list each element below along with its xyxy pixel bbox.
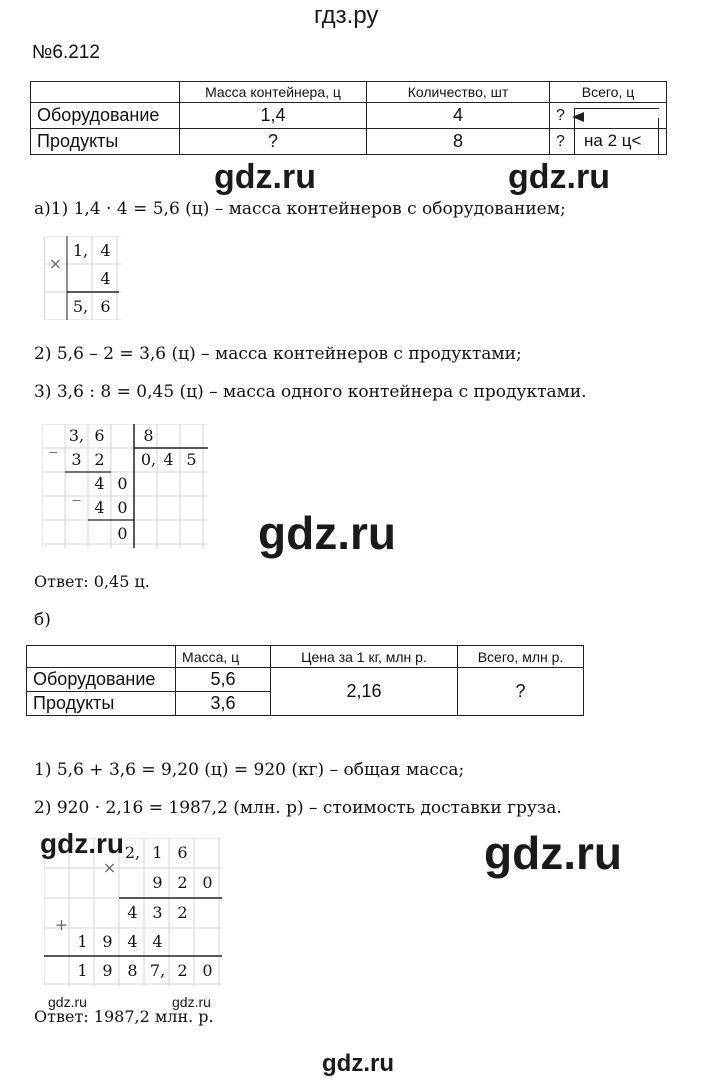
table-a-cell: Оборудование xyxy=(31,103,180,129)
digit: 9 xyxy=(102,932,113,951)
digit: 3 xyxy=(71,450,82,469)
table-row xyxy=(27,668,584,692)
table-a-cell: 1,4 xyxy=(180,103,367,129)
digit: 4 xyxy=(152,932,163,951)
table-a-header: Количество, шт xyxy=(367,82,550,103)
table-a-cell: 8 xyxy=(367,129,550,155)
watermark: gdz.ru xyxy=(484,827,622,879)
site-header: гдз.ру xyxy=(314,2,379,29)
table-a-cell: ? xyxy=(550,129,667,155)
digit: 4 xyxy=(100,269,111,288)
digit: 7, xyxy=(149,961,166,980)
digit: 0 xyxy=(117,524,128,543)
digit: 2 xyxy=(177,873,188,892)
times-sign: × xyxy=(102,858,117,877)
table-b-cell: Оборудование xyxy=(27,668,176,692)
part-b-label: б) xyxy=(34,610,51,630)
table-b-cell: Продукты xyxy=(27,692,176,716)
digit: 2 xyxy=(177,903,188,922)
table-a-cell: ? xyxy=(180,129,367,155)
table-b-header-empty xyxy=(27,646,176,668)
watermark: gdz.ru xyxy=(258,507,396,559)
part-a-step2: 2) 5,6 – 2 = 3,6 (ц) – масса контейнеров с продуктами; xyxy=(34,344,522,364)
digit: 2 xyxy=(94,450,105,469)
watermark: gdz.ru xyxy=(48,994,87,1010)
total-cell: ? xyxy=(458,668,584,716)
minus-sign: _ xyxy=(72,482,81,501)
left-arrow-icon xyxy=(570,110,590,124)
price-cell: 2,16 xyxy=(271,668,458,716)
times-sign: × xyxy=(48,254,63,273)
digit: 4 xyxy=(100,241,111,260)
digit: 1 xyxy=(77,961,88,980)
task-number: №6.212 xyxy=(32,42,100,63)
digit: 9 xyxy=(152,873,163,892)
digit: 4 xyxy=(127,932,138,951)
watermark: gdz.ru xyxy=(214,158,316,196)
arrow-note: на 2 ц< xyxy=(584,131,642,150)
table-b-cell: 3,6 xyxy=(176,692,271,716)
digit: 2 xyxy=(177,961,188,980)
table-a-header: Всего, ц xyxy=(550,82,667,103)
plus-sign: + xyxy=(54,915,69,934)
digit: 5 xyxy=(186,450,197,469)
table-b-header: Цена за 1 кг, млн р. xyxy=(271,646,458,668)
digit: 0 xyxy=(202,961,213,980)
table-b-header: Масса, ц xyxy=(176,646,271,668)
digit: 2, xyxy=(124,843,141,862)
digit: 4 xyxy=(163,450,174,469)
digit: 3 xyxy=(152,903,163,922)
table-a-header: Масса контейнера, ц xyxy=(180,82,367,103)
mult-grid-a xyxy=(44,236,121,320)
digit: 0 xyxy=(117,498,128,517)
arrow-note-right-edge xyxy=(658,118,659,154)
division-grid xyxy=(42,424,208,548)
digit: 4 xyxy=(94,474,105,493)
digit: 4 xyxy=(94,498,105,517)
part-a-step3: 3) 3,6 : 8 = 0,45 (ц) – масса одного контейнера с продуктами. xyxy=(34,382,587,402)
minus-sign: _ xyxy=(49,434,58,453)
table-row xyxy=(31,129,667,155)
digit: 8 xyxy=(143,426,154,445)
watermark: gdz.ru xyxy=(40,828,124,859)
part-b-answer: Ответ: 1987,2 млн. р. xyxy=(34,1007,214,1026)
digit: 6 xyxy=(100,297,111,316)
table-b-cell: 5,6 xyxy=(176,668,271,692)
digit: 5, xyxy=(72,297,89,316)
watermark: gdz.ru xyxy=(508,158,610,196)
part-b-step2: 2) 920 · 2,16 = 1987,2 (млн. р) – стоимость доставки груза. xyxy=(34,798,562,818)
table-a-cell: ? xyxy=(550,103,667,129)
part-b-step1: 1) 5,6 + 3,6 = 9,20 (ц) = 920 (кг) – общая масса; xyxy=(34,760,465,780)
digit: 3, xyxy=(68,426,85,445)
part-a-step1: а)1) 1,4 · 4 = 5,6 (ц) – масса контейнеров с оборудованием; xyxy=(34,199,566,219)
table-a-header-empty xyxy=(31,82,180,103)
digit: 4 xyxy=(127,903,138,922)
digit: 1, xyxy=(72,241,89,260)
table-a-cell: Продукты xyxy=(31,129,180,155)
digit: 0 xyxy=(202,873,213,892)
table-a-cell: 4 xyxy=(367,103,550,129)
part-a-answer: Ответ: 0,45 ц. xyxy=(34,572,150,591)
table-a-header-row xyxy=(31,82,667,103)
watermark: gdz.ru xyxy=(322,1050,394,1077)
watermark: gdz.ru xyxy=(172,994,211,1010)
digit: 6 xyxy=(94,426,105,445)
digit: 6 xyxy=(177,843,188,862)
digit: 1 xyxy=(152,843,163,862)
table-b xyxy=(26,645,584,716)
digit: 1 xyxy=(77,932,88,951)
mult-grid-b xyxy=(44,838,222,986)
digit: 8 xyxy=(127,961,138,980)
table-b-header: Всего, млн р. xyxy=(458,646,584,668)
digit: 9 xyxy=(102,961,113,980)
table-b-header-row xyxy=(27,646,584,668)
digit: 0 xyxy=(117,474,128,493)
digit: 0, xyxy=(140,450,157,469)
